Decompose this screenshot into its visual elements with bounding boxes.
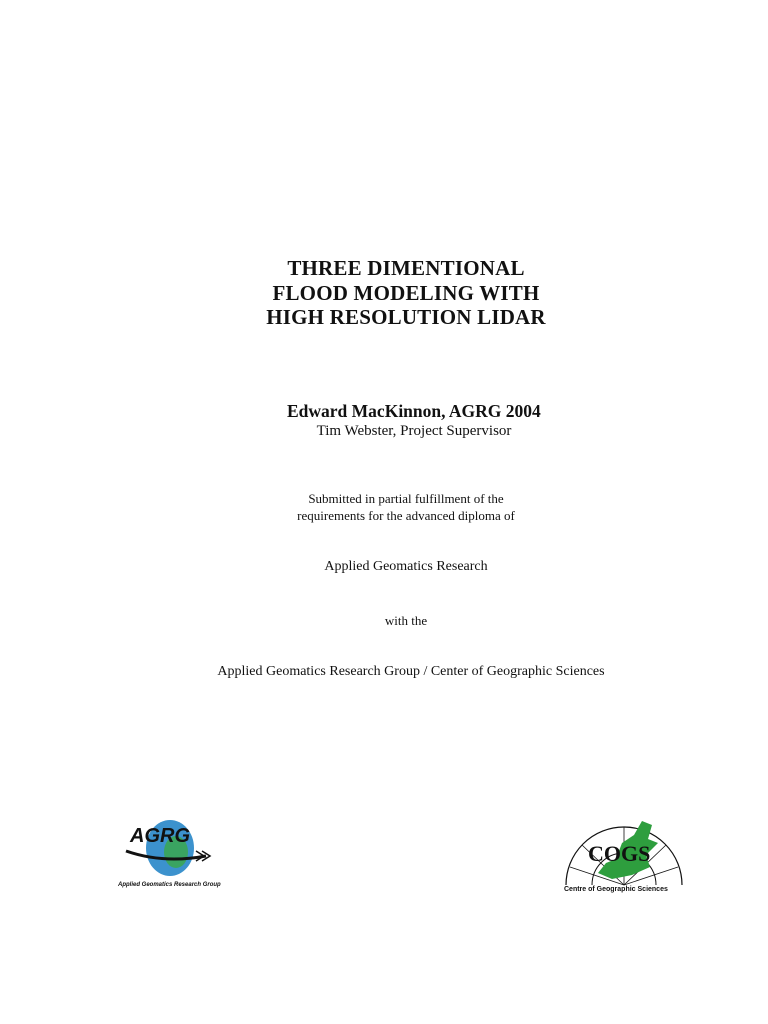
supervisor-line: Tim Webster, Project Supervisor	[316, 423, 512, 439]
submission-line-1: Submitted in partial fulfillment of the	[308, 491, 504, 506]
agrg-logo	[118, 818, 218, 880]
institution-line: Applied Geomatics Research Group / Center of Geographic Sciences	[217, 664, 605, 679]
agrg-caption: Applied Geomatics Research Group	[118, 882, 221, 888]
title-line-1: THREE DIMENTIONAL	[287, 256, 525, 280]
cogs-caption: Centre of Geographic Sciences	[564, 886, 668, 893]
program-name: Applied Geomatics Research	[324, 559, 488, 574]
agrg-logo-text: AGRG	[130, 825, 190, 847]
with-the-text: with the	[384, 613, 428, 628]
cogs-logo	[562, 815, 684, 887]
title-line-2: FLOOD MODELING WITH	[272, 281, 540, 305]
title-line-3: HIGH RESOLUTION LIDAR	[266, 305, 546, 329]
author-line: Edward MacKinnon, AGRG 2004	[287, 401, 541, 421]
cogs-logo-text: COGS	[588, 841, 651, 866]
submission-line-2: requirements for the advanced diploma of	[297, 508, 515, 523]
